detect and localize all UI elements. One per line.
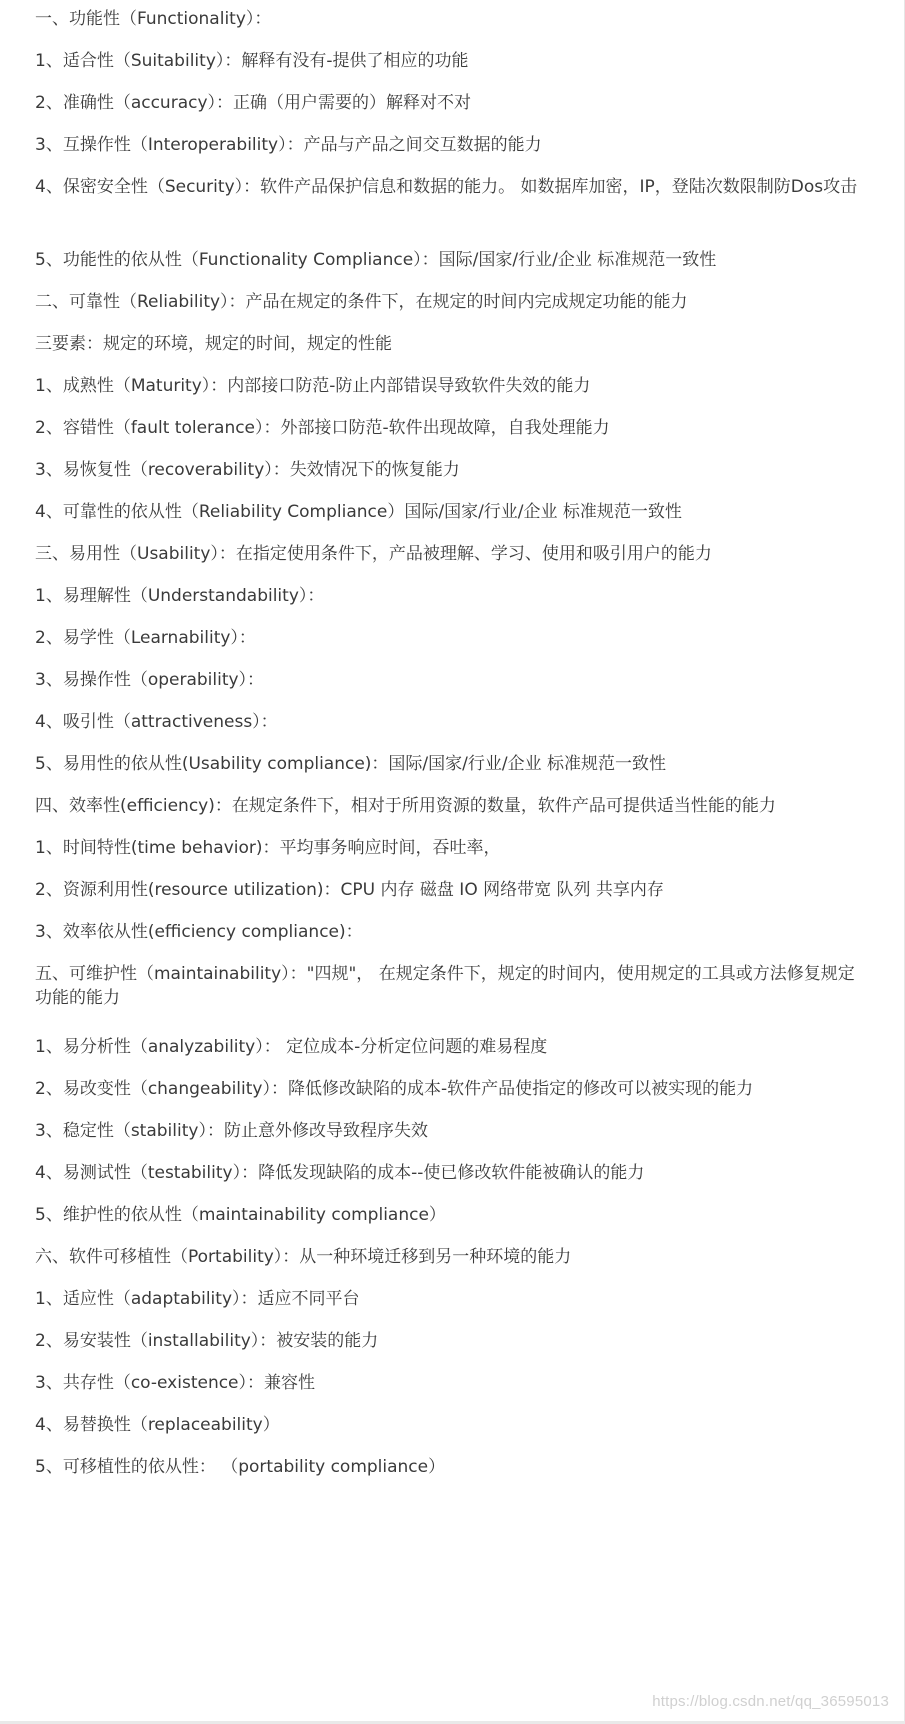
- item-reliability-compliance: 4、可靠性的依从性（Reliability Compliance）国际/国家/行业/企业 标准规范一致性: [35, 502, 682, 522]
- item-adaptability: 1、适应性（adaptability）：适应不同平台: [35, 1289, 360, 1309]
- item-co-existence: 3、共存性（co-existence）：兼容性: [35, 1373, 316, 1393]
- item-learnability: 2、易学性（Learnability）：: [35, 628, 256, 648]
- item-time-behavior: 1、时间特性(time behavior)：平均事务响应时间，吞吐率，: [35, 838, 501, 858]
- watermark-text: https://blog.csdn.net/qq_36595013: [652, 1693, 889, 1710]
- item-attractiveness: 4、吸引性（attractiveness）：: [35, 712, 278, 732]
- item-testability: 4、易测试性（testability）：降低发现缺陷的成本--使已修改软件能被确认的能力: [35, 1163, 645, 1183]
- section-heading-maintainability: 五、可维护性（maintainability）："四规"， 在规定条件下，规定的时间内，使用规定的工具或方法修复规定功能的能力: [35, 964, 855, 1008]
- item-resource-utilization: 2、资源利用性(resource utilization)：CPU 内存 磁盘 IO 网络带宽 队列 共享内存: [35, 880, 664, 900]
- item-fault-tolerance: 2、容错性（fault tolerance）：外部接口防范-软件出现故障，自我处理能力: [35, 418, 610, 438]
- item-maintainability-compliance: 5、维护性的依从性（maintainability compliance）: [35, 1205, 446, 1225]
- item-installability: 2、易安装性（installability）：被安装的能力: [35, 1331, 379, 1351]
- reliability-three-elements: 三要素：规定的环境，规定的时间，规定的性能: [35, 334, 392, 354]
- item-replaceability: 4、易替换性（replaceability）: [35, 1415, 280, 1435]
- section-heading-efficiency: 四、效率性(efficiency)：在规定条件下，相对于所用资源的数量，软件产品可提供适当性能的能力: [35, 796, 776, 816]
- item-maturity: 1、成熟性（Maturity）：内部接口防范-防止内部错误导致软件失效的能力: [35, 376, 591, 396]
- item-operability: 3、易操作性（operability）：: [35, 670, 265, 690]
- item-understandability: 1、易理解性（Understandability）：: [35, 586, 325, 606]
- item-analyzability: 1、易分析性（analyzability）： 定位成本-分析定位问题的难易程度: [35, 1037, 548, 1057]
- section-heading-functionality: 一、功能性（Functionality）：: [35, 9, 272, 29]
- item-stability: 3、稳定性（stability）：防止意外修改导致程序失效: [35, 1121, 428, 1141]
- item-accuracy: 2、准确性（accuracy）：正确（用户需要的）解释对不对: [35, 93, 472, 113]
- item-efficiency-compliance: 3、效率依从性(efficiency compliance)：: [35, 922, 363, 942]
- item-portability-compliance: 5、可移植性的依从性： （portability compliance）: [35, 1457, 446, 1477]
- section-heading-portability: 六、软件可移植性（Portability）：从一种环境迁移到另一种环境的能力: [35, 1247, 572, 1267]
- item-functionality-compliance: 5、功能性的依从性（Functionality Compliance）：国际/国家/行业/企业 标准规范一致性: [35, 250, 717, 270]
- item-security: 4、保密安全性（Security）：软件产品保护信息和数据的能力。 如数据库加密，IP，登陆次数限制防Dos攻击: [35, 177, 858, 197]
- section-heading-reliability: 二、可靠性（Reliability）：产品在规定的条件下，在规定的时间内完成规定功能的能力: [35, 292, 688, 312]
- document-body: [35, 0, 865, 1490]
- item-recoverability: 3、易恢复性（recoverability）：失效情况下的恢复能力: [35, 460, 460, 480]
- item-usability-compliance: 5、易用性的依从性(Usability compliance)：国际/国家/行业/企业 标准规范一致性: [35, 754, 667, 774]
- item-changeability: 2、易改变性（changeability）：降低修改缺陷的成本-软件产品使指定的修改可以被实现的能力: [35, 1079, 754, 1099]
- item-interoperability: 3、互操作性（Interoperability）：产品与产品之间交互数据的能力: [35, 135, 542, 155]
- section-heading-usability: 三、易用性（Usability）：在指定使用条件下，产品被理解、学习、使用和吸引用户的能力: [35, 544, 712, 564]
- item-suitability: 1、适合性（Suitability）：解释有没有-提供了相应的功能: [35, 51, 469, 71]
